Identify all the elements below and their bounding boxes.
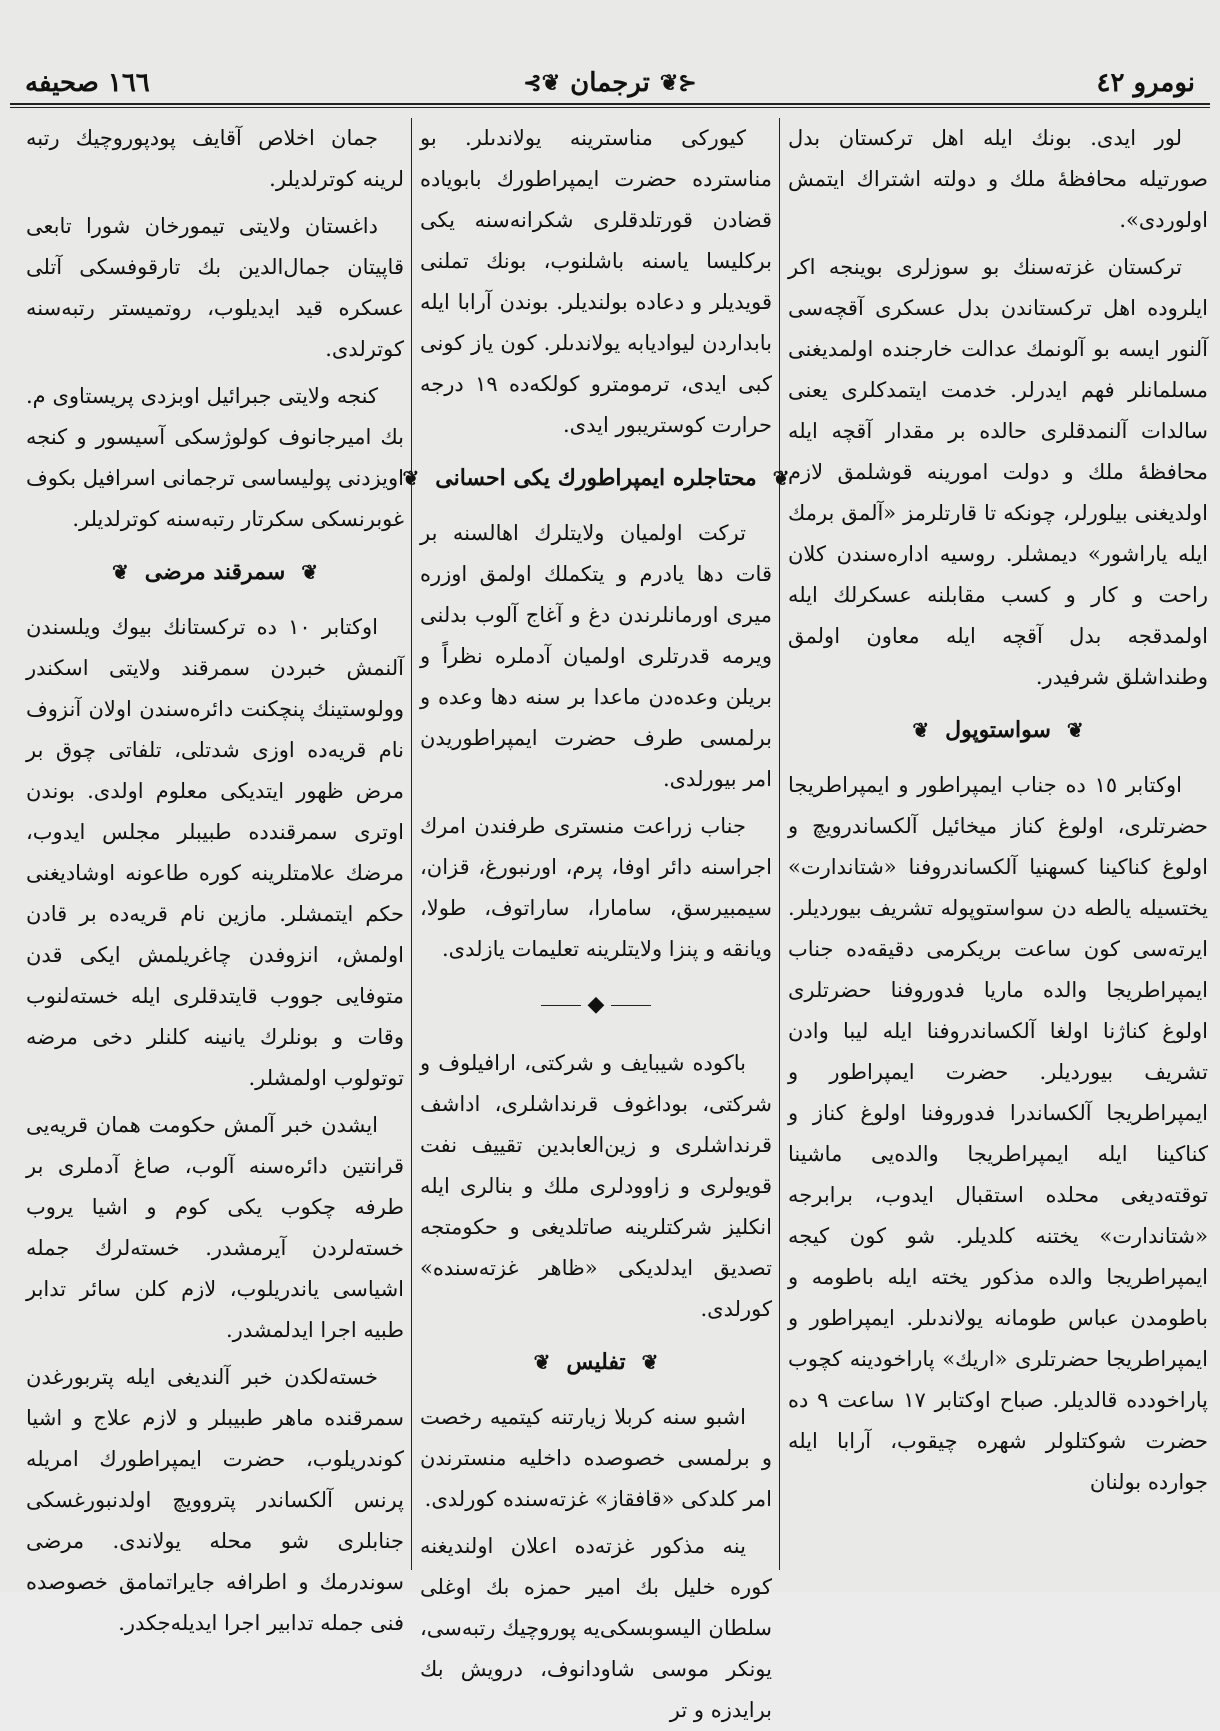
section-heading-text: سمرقند مرضى [144, 559, 286, 585]
ornament-icon: ❦ [111, 560, 129, 584]
article-paragraph: لور ايدى. بونك ايله اهل تركستان بدل صورتيله محافظهٔ ملك و دولته اشتراك ايتمش اولوردى». [788, 126, 1208, 232]
ornament-icon: ⊰❦ [659, 70, 697, 96]
article-paragraph: اوكتابر ١٠ ده تركستانك بيوك ويلسندن آلنمش خبردن سمرقند ولايتى اسكندر وولوستينك پنچكنت دائره‌سندن اولان آنزوف نام قريه‌ده اوزى شدتلى، تلفاتى چوق بر مرض ظهور ايتديكى معلوم اولدى. بوندن اوترى سمرقندده طبيبلر مجلس ايدوب، مرضك علامتلرينه كوره طاعونه اوشاديغنى حكم ايتمشلر. مازين نام قريه‌ده بر قادن اولمش، انزوفدن چاغريلمش ايكى قدن متوفايى جووب قايتدقلرى ايله خسته‌لنوب وقات و بونلرك يانينه كلنلر دخى مرضه توتولوب اولمشلر. [26, 615, 404, 1090]
section-heading [420, 1342, 772, 1383]
article-paragraph: تركستان غزته‌سنك بو سوزلرى بوينجه اكر ايلروده اهل تركستاندن بدل عسكرى آقچه‌سى آلنور ايسه بو آلونمك عدالت خارجنده اولمديغنى مسلمانلر فهم ايدرلر. خدمت ايتمدكلرى يعنى سالدات آلنمدقلرى حالده بر مقدار آقچه ايله محافظهٔ ملك و دولت امورينه قوشلمق لازم اولديغنى بيلورلر، چونكه تا قارتلرمز «آلمق برمك ايله ياراشور» ديمشلر. روسيه اداره‌سندن كلان راحت و كار و كسب مقابلنه عسكرلك ايله اولمدقجه بدل آقچه ايله معاون اولمق وطنداشلق شرفيدر. [788, 255, 1208, 689]
column-divider [779, 118, 780, 1570]
article-paragraph: اشبو سنه كربلا زيارتنه كيتميه رخصت و برلمسى خصوصده داخليه منسترندن امر كلدكى «قافقاز» غزته‌سنده كورلدى. [420, 1405, 772, 1511]
issue-number: نومرو ٤٢ [1096, 68, 1195, 98]
section-divider [420, 984, 772, 1025]
ornament-icon: ❦ [912, 718, 930, 742]
ornament-icon: ❦⊱ [523, 70, 561, 96]
section-heading-text: سواستوپول [945, 717, 1051, 743]
ornament-icon: ❦ [533, 1350, 551, 1374]
section-heading [402, 458, 790, 499]
header-rule-thin [10, 107, 1210, 108]
page-number: ١٦٦ صحيفه [25, 68, 150, 98]
section-heading [788, 710, 1208, 751]
ornament-icon: ❦ [301, 560, 319, 584]
article-paragraph: باكوده شيبايف و شركتى، ارافيلوف و شركتى، بوداغوف قرنداشلرى، اداشف قرنداشلرى و زين‌العابدين تقييف نفت قويولرى و زاوودلرى ملك و بنالرى ايله انكليز شركتلرينه صاتلديغى و حكومتجه تصديق ايدلديكى «ظاهر غزته‌سنده» كورلدى. [420, 1051, 772, 1321]
article-paragraph: تركت اولميان ولايتلرك اهالسنه بر قات دها يادرم و يتكملك اولمق اوزره ميرى اورمانلرندن دغ و آغاج آلوب بدلنى ويرمه قدرتلرى اولميان آدملره نظراً و بريلن وعده‌دن ماعدا بر سنه دها وعده و برلمسى طرف حضرت ايمپراطوريدن امر بيورلدى. [420, 521, 772, 791]
article-paragraph: ينه مذكور غزته‌ده اعلان اولنديغنه كوره خليل بك امير حمزه بك اوغلى سلطان اليسوبسكى‌يه پوروچيك رتبه‌سى، يونكر موسى شاودانوف، درويش بك برايدزه و تر [419, 1534, 772, 1722]
article-paragraph: جناب زراعت منسترى طرفندن امرك اجراسنه دائر اوفا، پرم، اورنبورغ، قزان، سيمبيرسق، سامارا، ساراتوف، طولا، ويانقه و پنزا ولايتلرينه تعليمات يازلدى. [420, 814, 772, 961]
article-paragraph: كنجه ولايتى جبرائيل اوبزدى پريستاوى م. بك اميرجانوف كولوژسكى آسيسور و كنجه اويزدنى پوليساسى ترجمانى اسرافيل بكوف غوبرنسكى سكرتار رتبه‌سنه كوترلديلر. [26, 384, 404, 531]
article-paragraph: اوكتابر ١٥ ده جناب ايمپراطور و ايمپراطريجا حضرتلرى، اولوغ كناز ميخائيل آلكساندرويچ و اولوغ كناكينا كسهنيا آلكساندروفنا «شتاندارت» يختسيله يالطه دن سواستوپوله تشريف بيورديلر. ايرته‌سى كون ساعت بريكرمى دقيقه‌ده جناب ايمپراطريجا والده ماريا فدوروفنا حضرتلرى اولوغ كناژنا اولغا آلكساندروفنا ايله ليبا وادن تشريف بيورديلر. حضرت ايمپراطور و ايمپراطريجا آلكساندرا فدوروفنا اولوغ كناز و كناكينا ايله ايمپراطريجا والده‌يى ماشينا توقته‌ديغى محلده استقبال ايدوب، برابرجه «شتاندارت» يختنه كلديلر. شو كون كيجه ايمپراطريجا والده مذكور يخته ايله باطومه و باطومدن عباس طومانه يولاندىلر. ايمپراطور و ايمپراطريجا حضرتلرى «اريك» پاراخودينه كچوب پاراخودده قالديلر. صباح اوكتابر ١٧ ساعت ٩ ده حضرت شوكتلولر شهره چيقوب، آرابا ايله جوارده بولنان [788, 773, 1208, 1494]
section-heading-text: تفليس [566, 1349, 626, 1375]
newspaper-title [523, 68, 696, 98]
header-rule [10, 103, 1210, 105]
ornament-icon: ❦ [402, 466, 420, 490]
ornament-icon: ❦ [641, 1350, 659, 1374]
article-paragraph: ايشدن خبر آلمش حكومت همان قريه‌يى قرانتين دائره‌سنه آلوب، صاغ آدملرى بر طرفه چكوب يكى كوم و اشيا يروب خسته‌لردن آيرمشدر. خسته‌لرك جمله اشياسى ياندريلوب، لازم كلن سائر تدابر طبيه اجرا ايدلمشدر. [26, 1113, 404, 1342]
column-right [788, 118, 1208, 1572]
masthead [15, 60, 1205, 108]
article-paragraph: جمان اخلاص آقايف پودپوروچيك رتبه لرينه كوترلديلر. [26, 126, 404, 191]
section-heading-text: محتاجلره ايمپراطورك يكى احسانى [435, 465, 757, 491]
article-paragraph: كيوركى مناسترينه يولاندىلر. بو مناسترده حضرت ايمپراطورك بابوياده قضادن قورتلدقلرى شكرانه‌سنه يكى بركليسا ياسنه باشلنوب، بونك تملنى قويديلر و دعاده بولنديلر. بوندن آرابا ايله بابداردن ليواديابه يولاندىلر. كون ياز كونى كبى ايدى، ترمومترو كولكه‌ده ١٩ درجه حرارت كوستريبور ايدى. [420, 126, 772, 437]
column-divider [411, 118, 412, 1570]
title-text: ترجمان [570, 68, 650, 98]
article-paragraph: خسته‌لكدن خبر آلنديغى ايله پتربورغدن سمرقنده ماهر طبيبلر و لازم علاج و اشيا كوندريلوب، حضرت ايمپراطورك امريله پرنس آلكساندر پتروويچ اولدنبورغسكى جنابلرى شو محله يولاندى. مرضى سوندرمك و اطرافه جايراتمامق خصوصده فنى جمله تدابير اجرا ايديله‌جكدر. [26, 1365, 404, 1635]
article-paragraph: داغستان ولايتى تيمورخان شورا تابعى قاپيتان جمال‌الدين بك تارقوفسكى آتلى عسكره قيد ايديلوب، روتميستر رتبه‌سنه كوترلدى. [26, 214, 404, 361]
column-left [26, 118, 404, 1635]
diamond-icon: ◆ [587, 992, 605, 1017]
column-middle [402, 118, 790, 1722]
section-heading [26, 552, 404, 593]
ornament-icon: ❦ [772, 466, 790, 490]
ornament-icon: ❦ [1066, 718, 1084, 742]
archive-stamp [30, 4, 271, 60]
